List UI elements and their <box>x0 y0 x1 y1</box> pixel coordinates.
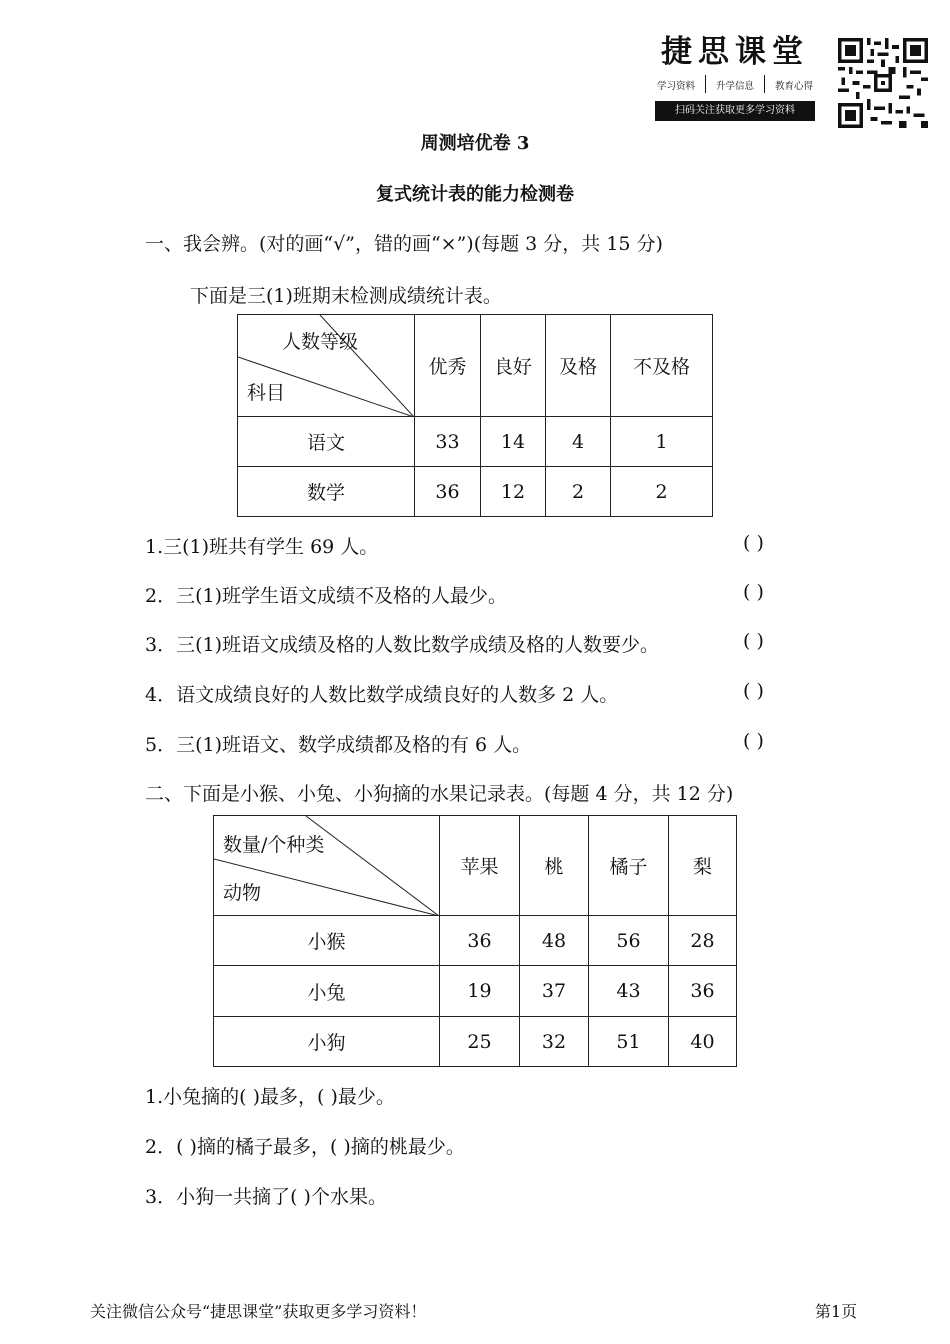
page-number: 第1页 <box>815 1302 858 1321</box>
column-header: 不及格 <box>611 315 713 417</box>
question-1-5: 5．三(1)班语文、数学成绩都及格的有 6 人。 <box>145 734 532 756</box>
brand-block <box>655 32 815 121</box>
page-subtitle: 复式统计表的能力检测卷 <box>376 184 574 205</box>
grades-table <box>237 314 713 517</box>
divider <box>764 75 765 93</box>
table-cell: 56 <box>589 916 669 966</box>
brand-link-2: 升学信息 <box>715 81 754 92</box>
table-cell: 36 <box>440 916 520 966</box>
table-cell: 40 <box>669 1017 737 1067</box>
section2-heading: 二、下面是小猴、小兔、小狗摘的水果记录表。(每题 4 分，共 12 分) <box>145 783 734 805</box>
table-row <box>214 1017 737 1067</box>
diag-top-label: 数量/个种类 <box>223 834 325 856</box>
row-label: 小猴 <box>214 916 440 966</box>
diagonal-header-cell <box>238 315 415 417</box>
table-cell: 28 <box>669 916 737 966</box>
question-1-4: 4．语文成绩良好的人数比数学成绩良好的人数多 2 人。 <box>145 684 619 706</box>
question-2-1: 1.小兔摘的( )最多，( )最少。 <box>145 1086 395 1108</box>
question-1-3: 3．三(1)班语文成绩及格的人数比数学成绩及格的人数要少。 <box>145 634 660 656</box>
answer-blank[interactable]: ( ) <box>743 532 764 554</box>
table-cell: 51 <box>589 1017 669 1067</box>
column-header: 良好 <box>481 315 546 417</box>
table-cell: 25 <box>440 1017 520 1067</box>
table-cell: 32 <box>520 1017 589 1067</box>
divider <box>705 75 706 93</box>
table-row <box>214 966 737 1017</box>
question-1-2: 2．三(1)班学生语文成绩不及格的人最少。 <box>145 585 508 607</box>
table-cell: 14 <box>481 417 546 467</box>
diagonal-header-cell <box>214 816 440 916</box>
column-header: 桃 <box>520 816 589 916</box>
diag-top-label: 人数等级 <box>282 331 359 353</box>
brand-link-3: 教育心得 <box>774 81 813 92</box>
table-cell: 37 <box>520 966 589 1017</box>
table-cell: 19 <box>440 966 520 1017</box>
row-label: 小兔 <box>214 966 440 1017</box>
diag-bottom-label: 科目 <box>247 382 286 404</box>
table-cell: 36 <box>669 966 737 1017</box>
table-row <box>238 417 713 467</box>
brand-links <box>655 78 815 93</box>
diag-bottom-label: 动物 <box>223 882 262 904</box>
brand-bar: 扫码关注获取更多学习资料 <box>655 101 815 121</box>
answer-blank[interactable]: ( ) <box>743 581 764 603</box>
table-cell: 2 <box>611 467 713 517</box>
answer-blank[interactable]: ( ) <box>743 730 764 752</box>
table-cell: 2 <box>546 467 611 517</box>
table-row <box>238 467 713 517</box>
page-title: 周测培优卷 3 <box>420 133 530 154</box>
table-cell: 4 <box>546 417 611 467</box>
row-label: 语文 <box>238 417 415 467</box>
column-header: 梨 <box>669 816 737 916</box>
question-2-2: 2．( )摘的橘子最多，( )摘的桃最少。 <box>145 1136 465 1158</box>
table-cell: 12 <box>481 467 546 517</box>
table-cell: 33 <box>415 417 481 467</box>
row-label: 小狗 <box>214 1017 440 1067</box>
brand-link-1: 学习资料 <box>657 81 696 92</box>
row-label: 数学 <box>238 467 415 517</box>
table-cell: 1 <box>611 417 713 467</box>
fruit-table <box>213 815 737 1067</box>
question-1-1: 1.三(1)班共有学生 69 人。 <box>145 536 379 558</box>
answer-blank[interactable]: ( ) <box>743 630 764 652</box>
table-cell: 48 <box>520 916 589 966</box>
table-cell: 43 <box>589 966 669 1017</box>
section1-intro: 下面是三(1)班期末检测成绩统计表。 <box>190 285 502 307</box>
column-header: 优秀 <box>415 315 481 417</box>
table-row <box>214 916 737 966</box>
answer-blank[interactable]: ( ) <box>743 680 764 702</box>
footer-note: 关注微信公众号“捷思课堂”获取更多学习资料！ <box>90 1302 427 1321</box>
question-2-3: 3．小狗一共摘了( )个水果。 <box>145 1186 387 1208</box>
column-header: 及格 <box>546 315 611 417</box>
column-header: 苹果 <box>440 816 520 916</box>
section1-heading: 一、我会辨。(对的画“√”，错的画“×”)(每题 3 分，共 15 分) <box>145 233 663 255</box>
qr-code-icon <box>838 38 928 128</box>
table-cell: 36 <box>415 467 481 517</box>
brand-title: 捷思课堂 <box>661 34 809 70</box>
column-header: 橘子 <box>589 816 669 916</box>
